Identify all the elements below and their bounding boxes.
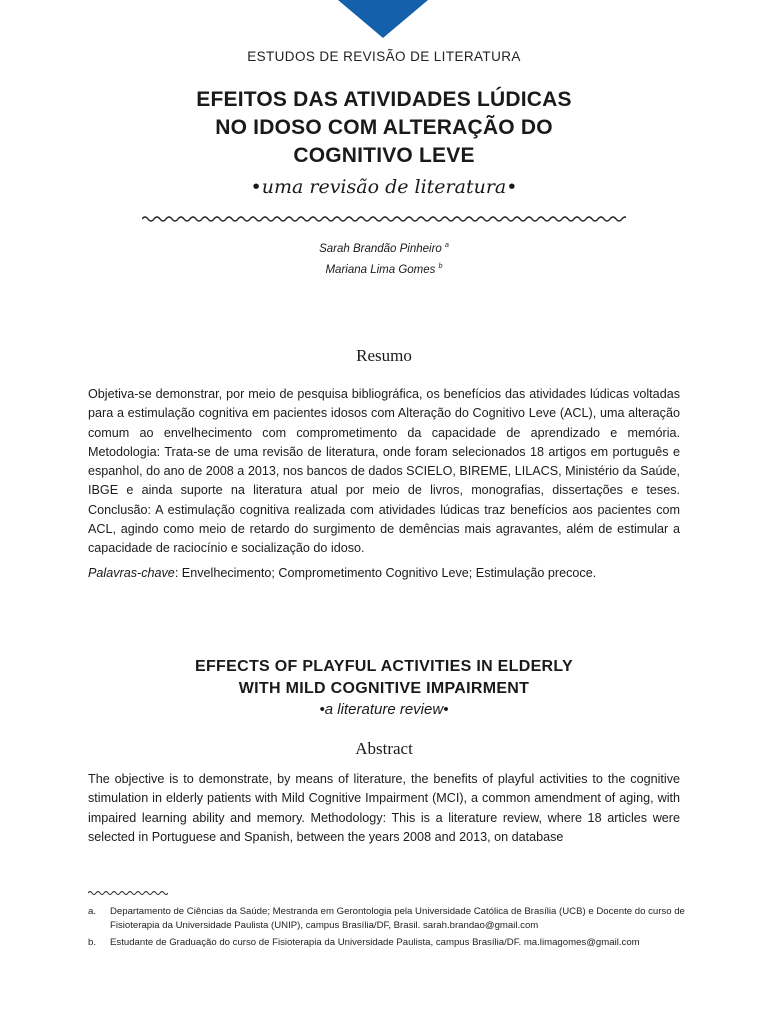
article-title: [0, 86, 768, 170]
author: [0, 237, 768, 258]
abstract-heading: Abstract: [355, 739, 413, 758]
footnote: [88, 905, 688, 933]
author-mark: a: [445, 242, 449, 249]
author-name: Sarah Brandão Pinheiro: [319, 242, 442, 255]
footnotes: [88, 905, 688, 953]
author-mark: b: [438, 262, 443, 270]
keywords-label: Palavras-chave: [88, 566, 175, 580]
title-line: NO IDOSO COM ALTERAÇÃO DO: [215, 116, 553, 139]
english-title: [0, 656, 768, 700]
bullet-icon: •: [506, 176, 518, 198]
footnote-mark: b.: [88, 937, 97, 948]
title-line: COGNITIVO LEVE: [293, 144, 475, 167]
resumo-heading: Resumo: [356, 346, 412, 365]
footnote-text: Estudante de Graduação do curso de Fisioterapia da Universidade Paulista, campus Brasília/DF. ma.limagomes@gmail.com: [110, 937, 640, 948]
bullet-icon: •: [250, 176, 262, 198]
author-list: [0, 237, 768, 279]
section-label: ESTUDOS DE REVISÃO DE LITERATURA: [247, 49, 521, 64]
wave-divider: [142, 214, 626, 224]
title-line: WITH MILD COGNITIVE IMPAIRMENT: [238, 680, 530, 697]
english-subtitle: [0, 701, 768, 718]
author: [0, 258, 768, 279]
article-subtitle: [0, 176, 768, 198]
title-line: EFFECTS OF PLAYFUL ACTIVITIES IN ELDERLY: [195, 658, 573, 675]
bullet-icon: •: [443, 701, 449, 718]
abstract-text: The objective is to demonstrate, by means of literature, the benefits of playful activities to the cognitive stimulation in elderly patients with Mild Cognitive Impairment (MCI), a common amendment of aging, with impaired learning ability and memory. Methodology: This is a literature review, where 18 articles were selected in Portuguese and Spanish, between the years 2008 and 2013, on database: [88, 772, 680, 844]
footnote: [88, 936, 688, 950]
footnote-divider: [88, 889, 168, 897]
keywords: [88, 564, 680, 583]
subtitle-text: a literature review: [324, 701, 444, 718]
title-line: EFEITOS DAS ATIVIDADES LÚDICAS: [196, 88, 572, 111]
bullet-icon: •: [319, 701, 325, 718]
footnote-mark: a.: [88, 906, 97, 917]
footnote-text: Departamento de Ciências da Saúde; Mestranda em Gerontologia pela Universidade Católica de Brasília (UCB) e Docente do curso de Fisioterapia da Universidade Paulista (UNIP), campus Brasília/DF, Brasil. sarah.brandao@gmail.com: [110, 906, 685, 931]
author-name: Mariana Lima Gomes: [325, 263, 436, 276]
keywords-text: : Envelhecimento; Comprometimento Cognitivo Leve; Estimulação precoce.: [174, 566, 597, 580]
subtitle-text: uma revisão de literatura: [261, 176, 507, 198]
header-triangle-ornament: [338, 0, 428, 38]
resumo-text: Objetiva-se demonstrar, por meio de pesquisa bibliográfica, os benefícios das atividades lúdicas voltadas para a estimulação cognitiva em pacientes idosos com Alteração do Cognitivo Leve (ACL), uma alteração comum ao envelhecimento com comprometimento da capacidade de aprendizado e memória. Metodologia: Trata-se de uma revisão de literatura, onde foram selecionados 18 artigos em português e espanhol, do ano de 2008 a 2013, nos bancos de dados SCIELO, BIREME, LILACS, Ministério da Saúde, IBGE e ainda suporte na literatura atual por meio de livros, monografias, dissertações e teses. Conclusão: A estimulação cognitiva realizada com atividades lúdicas traz benefícios aos pacientes com ACL, agindo como meio de retardo do surgimento de demências mais agravantes, além de estimular a capacidade de raciocínio e socialização do idoso.: [88, 387, 680, 556]
